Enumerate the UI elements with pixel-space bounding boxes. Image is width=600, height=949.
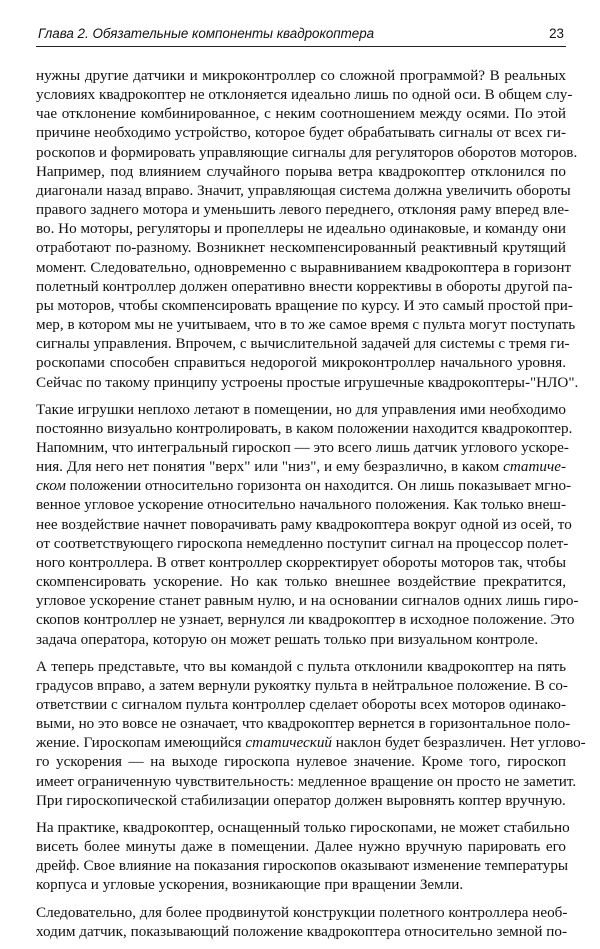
running-header — [36, 24, 566, 47]
text-line: сигналы управления. Впрочем, с вычислительной задачей для системы с тремя ги- — [36, 335, 570, 353]
text-line: венное угловое ускорение относительно начального положения. Как только внеш- — [36, 496, 566, 514]
text-line: имеет ограниченную чувствительность: медленное вращение он просто не заметит. — [36, 772, 577, 790]
text-line: Напомним, что интегральный гироскоп — это всего лишь датчик углового ускоре- — [36, 438, 569, 456]
page-number: 23 — [549, 26, 564, 41]
text-line: от соответствующего гироскопа немедленно поступит сигнал на процессор полет- — [36, 534, 569, 552]
text-line: правого заднего мотора и уменьшить левого переднего, отклоняя раму вперед вле- — [36, 201, 570, 219]
text-line: роскопами способен справиться недорогой микроконтроллер начального уровня. — [36, 354, 566, 372]
text-line: роскопов и формировать управляющие сигналы для регуляторов оборотов моторов. — [36, 143, 578, 161]
text-line: чае отклонение комбинированное, с неким соотношением между осями. По этой — [36, 105, 566, 123]
text-line: момент. Следовательно, одновременно с выравниванием квадрокоптера в горизонт — [36, 258, 572, 276]
text-line: угловое ускорение станет равным нулю, и на основании сигналов одних лишь гиро- — [36, 592, 579, 610]
paragraph-4 — [36, 818, 570, 895]
body-text — [36, 66, 586, 949]
paragraph-1 — [36, 66, 579, 392]
text-line: А теперь представьте, что вы командой с пульта отклонили квадрокоптер на пять — [36, 657, 566, 675]
text-line: нее воздействие начнет поворачивать раму квадрокоптера вокруг одной из осей, то — [36, 515, 572, 533]
text-line: причине необходимо устройство, которое будет обрабатывать сигналы от всех ги- — [36, 124, 566, 142]
text-line: На практике, квадрокоптер, оснащенный только гироскопами, не может стабильно — [36, 818, 570, 836]
text-line: ного контроллера. В ответ контроллер скорректирует обороты моторов так, чтобы — [36, 553, 566, 571]
text-line: ния. Для него нет понятия "верх" или "низ", и ему безразлично, в каком статиче- — [36, 458, 566, 476]
text-line: постоянно визуально контролировать, в каком положении находится квадрокоптер. — [36, 419, 573, 437]
text-line: При гироскопической стабилизации оператор должен выровнять коптер вручную. — [36, 791, 566, 809]
text-line: нужны другие датчики и микроконтроллер со сложной программой? В реальных — [36, 67, 566, 84]
text-line: Такие игрушки неплохо летают в помещении, но для управления ими необходимо — [36, 400, 566, 418]
text-line: мер, в котором мы не учитываем, что в то же самое время с пульта могут поступать — [36, 316, 576, 334]
text-line: ском положении относительно горизонта он находится. Он лишь показывает мгно- — [36, 477, 572, 495]
text-line: дрейф. Свое влияние на показания гироскопов оказывают изменение температуры — [36, 857, 569, 875]
text-line: го ускорения — на выходе гироскопа нулевое значение. Кроме того, гироскоп — [36, 753, 566, 771]
paragraph-2 — [36, 400, 579, 649]
text-line: градусов вправо, а затем вернули рукоятку пульта в нейтральное положение. В со- — [36, 676, 568, 694]
text-line: условиях квадрокоптер не отклоняется идеально лишь по одной оси. В общем слу- — [36, 86, 573, 104]
text-line: задача оператора, которую он может решать только при визуальном контроле. — [36, 630, 539, 648]
chapter-title: Глава 2. Обязательные компоненты квадрокоптера — [38, 26, 375, 41]
text-line: жение. Гироскопам имеющийся статический наклон будет безразличен. Нет углово- — [36, 734, 586, 752]
paragraph-5 — [36, 903, 566, 941]
text-line: Сейчас по такому принципу устроены простые игрушечные квадрокоптеры-"НЛО". — [36, 373, 579, 391]
text-line: полетный контроллер должен оперативно внести коррективы в обороты другой па- — [36, 277, 573, 295]
text-line: ры моторов, чтобы скомпенсировать вращение по курсу. И это самый простой при- — [36, 296, 573, 314]
text-line: во. Но моторы, регуляторы и пропеллеры не идеально одинаковые, и команду они — [36, 220, 566, 238]
text-line: ходим датчик, показывающий положение квадрокоптера относительно земной по- — [36, 922, 568, 940]
text-line: отработают по-разному. Возникнет нескомпенсированный реактивный крутящий — [36, 239, 566, 257]
paragraph-3 — [36, 657, 586, 810]
text-line: выми, но это вовсе не означает, что квадрокоптер вернется в горизонтальное поло- — [36, 715, 571, 733]
text-line: скопов контроллер не узнает, вернулся ли квадрокоптер в исходное положение. Это — [36, 611, 575, 629]
text-line: Следовательно, для более продвинутой конструкции полетного контроллера необ- — [36, 903, 568, 921]
text-line: ответствии с сигналом пульта контроллер сделает обороты всех моторов одинако- — [36, 696, 566, 713]
text-line: диагонали назад вправо. Значит, управляющая система должна увеличить обороты — [36, 181, 571, 199]
text-line: корпуса и угловые ускорения, возникающие при вращении Земли. — [36, 876, 464, 894]
text-line: Например, под влиянием случайного порыва ветра квадрокоптер отклонился по — [36, 162, 566, 180]
text-line: висеть более минуты даже в помещении. Далее нужно вручную парировать его — [36, 838, 566, 856]
text-line: скомпенсировать ускорение. Но как только внешнее воздействие прекратится, — [36, 573, 566, 591]
